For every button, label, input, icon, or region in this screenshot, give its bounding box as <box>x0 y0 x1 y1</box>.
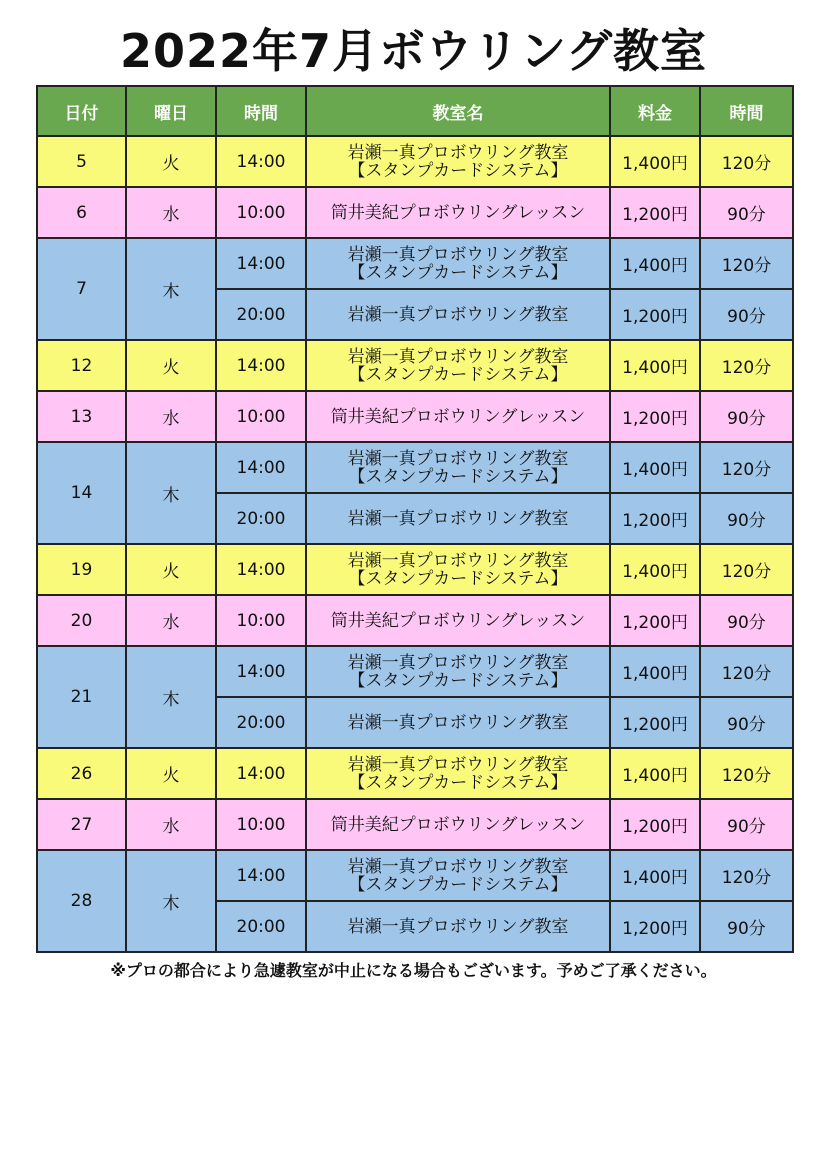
cell-duration: 90分 <box>700 697 793 748</box>
cell-duration: 90分 <box>700 493 793 544</box>
cell-time: 14:00 <box>216 136 306 187</box>
cell-price: 1,200円 <box>610 697 700 748</box>
header-weekday: 曜日 <box>126 86 216 136</box>
class-name-subline: 【スタンプカードシステム】 <box>348 568 568 589</box>
cell-duration: 90分 <box>700 901 793 952</box>
cell-price: 1,400円 <box>610 646 700 697</box>
cell-weekday: 火 <box>126 136 216 187</box>
cell-duration: 120分 <box>700 544 793 595</box>
cell-time: 14:00 <box>216 748 306 799</box>
header-time: 時間 <box>216 86 306 136</box>
cell-class-name: 筒井美紀プロボウリングレッスン <box>306 391 610 442</box>
cell-weekday: 火 <box>126 340 216 391</box>
cell-weekday: 火 <box>126 748 216 799</box>
table-row <box>37 340 793 391</box>
cell-price: 1,200円 <box>610 493 700 544</box>
class-name-subline: 【スタンプカードシステム】 <box>348 364 568 385</box>
footnote: ※プロの都合により急遽教室が中止になる場合もございます。予めご了承ください。 <box>110 961 717 980</box>
class-name-line: 岩瀬一真プロボウリング教室 <box>347 346 569 367</box>
cell-price: 1,200円 <box>610 391 700 442</box>
cell-date: 19 <box>37 544 126 595</box>
cell-duration: 120分 <box>700 442 793 493</box>
cell-weekday: 火 <box>126 544 216 595</box>
cell-time: 14:00 <box>216 340 306 391</box>
cell-class-name <box>306 340 610 391</box>
cell-date: 12 <box>37 340 126 391</box>
page-title: 2022年7月ボウリング教室 <box>119 24 708 78</box>
class-name-subline: 【スタンプカードシステム】 <box>348 874 568 895</box>
cell-date: 20 <box>37 595 126 646</box>
table-row <box>37 238 793 289</box>
cell-class-name: 岩瀬一真プロボウリング教室 <box>306 289 610 340</box>
cell-price: 1,200円 <box>610 187 700 238</box>
class-name-line: 岩瀬一真プロボウリング教室 <box>347 652 569 673</box>
cell-date: 13 <box>37 391 126 442</box>
cell-class-name <box>306 646 610 697</box>
cell-price: 1,200円 <box>610 289 700 340</box>
table-row <box>37 646 793 697</box>
cell-duration: 120分 <box>700 136 793 187</box>
cell-time: 10:00 <box>216 595 306 646</box>
cell-duration: 120分 <box>700 850 793 901</box>
cell-class-name: 岩瀬一真プロボウリング教室 <box>306 697 610 748</box>
class-name-line: 岩瀬一真プロボウリング教室 <box>347 448 569 469</box>
cell-time: 14:00 <box>216 544 306 595</box>
class-name-subline: 【スタンプカードシステム】 <box>348 160 568 181</box>
cell-weekday: 木 <box>126 646 216 748</box>
cell-class-name <box>306 544 610 595</box>
cell-time: 10:00 <box>216 799 306 850</box>
cell-date: 7 <box>37 238 126 340</box>
cell-class-name: 岩瀬一真プロボウリング教室 <box>306 901 610 952</box>
cell-duration: 90分 <box>700 595 793 646</box>
class-name-line: 岩瀬一真プロボウリング教室 <box>347 754 569 775</box>
cell-time: 20:00 <box>216 493 306 544</box>
class-name-line: 岩瀬一真プロボウリング教室 <box>347 244 569 265</box>
class-name-line: 岩瀬一真プロボウリング教室 <box>347 142 569 163</box>
cell-price: 1,400円 <box>610 442 700 493</box>
cell-weekday: 水 <box>126 595 216 646</box>
cell-time: 14:00 <box>216 646 306 697</box>
cell-duration: 90分 <box>700 289 793 340</box>
header-duration: 時間 <box>700 86 793 136</box>
cell-class-name: 岩瀬一真プロボウリング教室 <box>306 493 610 544</box>
cell-duration: 120分 <box>700 238 793 289</box>
class-name-subline: 【スタンプカードシステム】 <box>348 466 568 487</box>
cell-class-name <box>306 442 610 493</box>
table-row <box>37 442 793 493</box>
table-row <box>37 187 793 238</box>
table-row <box>37 799 793 850</box>
header-price: 料金 <box>610 86 700 136</box>
cell-weekday: 木 <box>126 238 216 340</box>
cell-class-name: 筒井美紀プロボウリングレッスン <box>306 595 610 646</box>
cell-price: 1,400円 <box>610 544 700 595</box>
table-row <box>37 850 793 901</box>
cell-weekday: 木 <box>126 850 216 952</box>
cell-duration: 120分 <box>700 340 793 391</box>
cell-time: 20:00 <box>216 697 306 748</box>
cell-price: 1,400円 <box>610 340 700 391</box>
cell-time: 14:00 <box>216 850 306 901</box>
cell-price: 1,400円 <box>610 238 700 289</box>
cell-duration: 90分 <box>700 391 793 442</box>
table-row <box>37 391 793 442</box>
table-row <box>37 544 793 595</box>
cell-weekday: 木 <box>126 442 216 544</box>
cell-price: 1,200円 <box>610 595 700 646</box>
cell-duration: 90分 <box>700 187 793 238</box>
cell-price: 1,400円 <box>610 850 700 901</box>
class-name-line: 岩瀬一真プロボウリング教室 <box>347 856 569 877</box>
table-row <box>37 136 793 187</box>
cell-date: 28 <box>37 850 126 952</box>
cell-time: 10:00 <box>216 187 306 238</box>
cell-price: 1,200円 <box>610 901 700 952</box>
header-class-name: 教室名 <box>306 86 610 136</box>
class-name-line: 岩瀬一真プロボウリング教室 <box>347 550 569 571</box>
cell-price: 1,200円 <box>610 799 700 850</box>
cell-duration: 120分 <box>700 646 793 697</box>
cell-time: 20:00 <box>216 901 306 952</box>
cell-time: 10:00 <box>216 391 306 442</box>
cell-class-name: 筒井美紀プロボウリングレッスン <box>306 799 610 850</box>
cell-class-name <box>306 850 610 901</box>
cell-weekday: 水 <box>126 187 216 238</box>
cell-date: 6 <box>37 187 126 238</box>
table-header-row <box>37 86 793 136</box>
header-date: 日付 <box>37 86 126 136</box>
cell-weekday: 水 <box>126 391 216 442</box>
table-row <box>37 748 793 799</box>
cell-duration: 120分 <box>700 748 793 799</box>
cell-duration: 90分 <box>700 799 793 850</box>
cell-weekday: 水 <box>126 799 216 850</box>
cell-date: 14 <box>37 442 126 544</box>
cell-date: 5 <box>37 136 126 187</box>
cell-date: 21 <box>37 646 126 748</box>
cell-date: 27 <box>37 799 126 850</box>
cell-price: 1,400円 <box>610 748 700 799</box>
cell-class-name: 筒井美紀プロボウリングレッスン <box>306 187 610 238</box>
cell-time: 14:00 <box>216 238 306 289</box>
schedule-table <box>36 85 794 953</box>
cell-price: 1,400円 <box>610 136 700 187</box>
class-name-subline: 【スタンプカードシステム】 <box>348 772 568 793</box>
cell-time: 14:00 <box>216 442 306 493</box>
cell-class-name <box>306 748 610 799</box>
cell-class-name <box>306 136 610 187</box>
cell-class-name <box>306 238 610 289</box>
class-name-subline: 【スタンプカードシステム】 <box>348 670 568 691</box>
table-row <box>37 595 793 646</box>
class-name-subline: 【スタンプカードシステム】 <box>348 262 568 283</box>
cell-date: 26 <box>37 748 126 799</box>
cell-time: 20:00 <box>216 289 306 340</box>
